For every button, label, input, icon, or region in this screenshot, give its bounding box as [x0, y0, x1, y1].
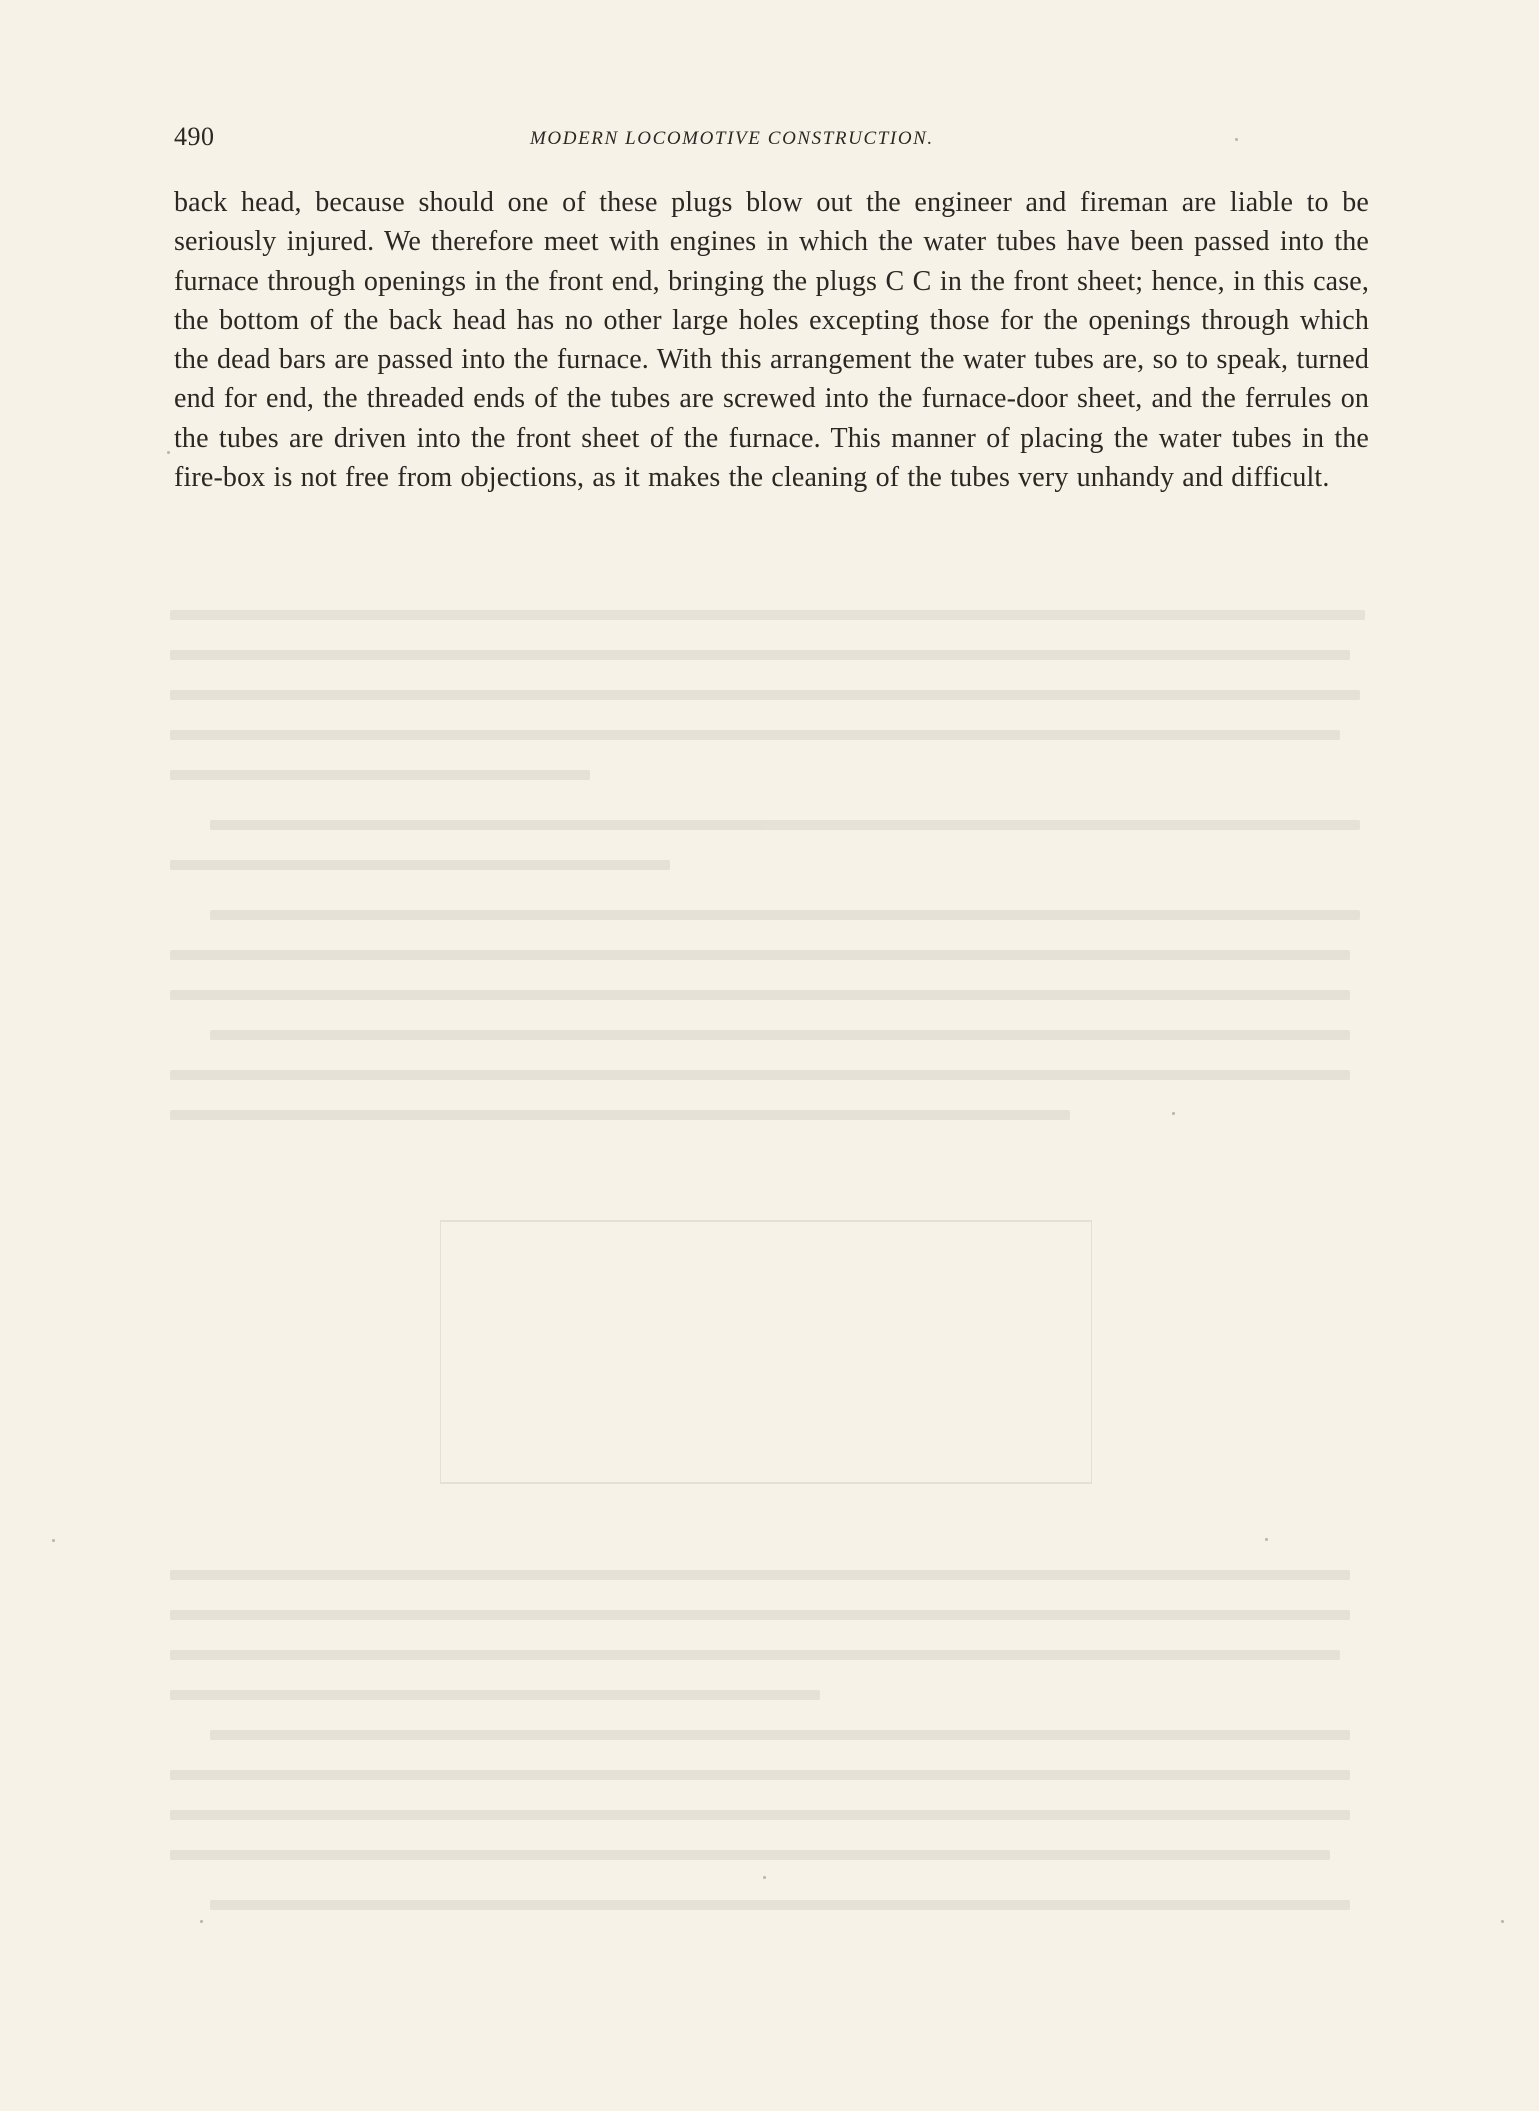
- paper-speck: [167, 451, 170, 454]
- paper-speck: [1172, 1112, 1175, 1115]
- bleed-line: [170, 770, 590, 780]
- bleed-line: [170, 1650, 1340, 1660]
- paper-speck: [52, 1539, 55, 1542]
- bleed-line: [170, 1570, 1350, 1580]
- bleed-line: [210, 910, 1360, 920]
- bleed-line: [170, 1810, 1350, 1820]
- bleed-line: [170, 610, 1365, 620]
- bleed-line: [170, 990, 1350, 1000]
- paper-speck: [763, 1876, 766, 1879]
- body-paragraph: back head, because should one of these plugs blow out the engineer and fireman are liable to be seriously injured. We therefore meet with engines in which the water tubes have been passed into the furnace through openings in the front end, bringing the plugs C C in the front sheet; hence, in this case, the bottom of the back head has no other large holes excepting those for the openings through which the dead bars are passed into the furnace. With this arrangement the water tubes are, so to speak, turned end for end, the threaded ends of the tubes are screwed into the furnace-door sheet, and the ferrules on the tubes are driven into the front sheet of the furnace. This manner of placing the water tubes in the fire-box is not free from objections, as it makes the cleaning of the tubes very unhandy and difficult.: [174, 187, 1369, 494]
- bleed-line: [170, 650, 1350, 660]
- bleed-line: [170, 1070, 1350, 1080]
- paper-speck: [200, 1920, 203, 1923]
- bleed-line: [170, 1110, 1070, 1120]
- bleed-line: [170, 730, 1340, 740]
- bleed-line: [170, 860, 670, 870]
- bleed-line: [210, 1730, 1350, 1740]
- show-through-bleed: [170, 610, 1390, 1930]
- paper-speck: [1265, 1538, 1268, 1541]
- paper-speck: [1501, 1920, 1504, 1923]
- bleed-line: [170, 690, 1360, 700]
- page-number: 490: [174, 122, 215, 151]
- bleed-line: [170, 950, 1350, 960]
- bleed-line: [170, 1770, 1350, 1780]
- bleed-line: [210, 820, 1360, 830]
- running-title: MODERN LOCOMOTIVE CONSTRUCTION.: [530, 128, 934, 149]
- bleed-line: [170, 1850, 1330, 1860]
- page-header: [174, 122, 1374, 162]
- bleed-line: [210, 1030, 1350, 1040]
- bleed-figure: [440, 1220, 1092, 1484]
- bleed-line: [210, 1900, 1350, 1910]
- bleed-line: [170, 1690, 820, 1700]
- paper-speck: [1235, 138, 1238, 141]
- bleed-line: [170, 1610, 1350, 1620]
